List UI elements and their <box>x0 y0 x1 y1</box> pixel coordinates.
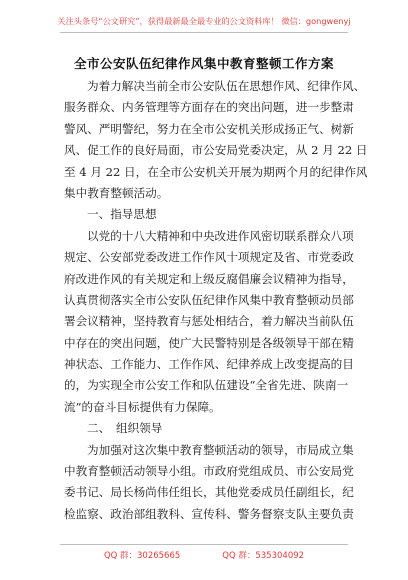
document-body <box>64 76 368 525</box>
paragraph-line: 署会议精神，坚持教育与惩处相结合，着力解决当前队伍 <box>64 314 354 329</box>
paragraph-line: 集中教育整顿活动。 <box>64 185 169 200</box>
paragraph-line: 检监察、政治部组教科、宣传科、警务督察支队主要负责 <box>64 506 354 521</box>
qq-group-2: QQ 群：535304092 <box>222 551 305 561</box>
section-heading: 二、 组织领导 <box>87 421 163 436</box>
document-title: 全市公安队伍纪律作风集中教育整顿工作方案 <box>73 56 334 71</box>
page-footer <box>0 549 408 561</box>
paragraph-line: 为加强对这次集中教育整顿活动的领导，市局成立集 <box>87 442 354 457</box>
paragraph-line: 风、促工作的良好局面，市公安局党委决定，从 2 月 22 日 <box>64 143 368 158</box>
paragraph-line: 中存在的突出问题，使广大民警特别是各级领导干部在精 <box>64 335 354 350</box>
paragraph-line: 神状态、工作能力、工作作风、纪律养成上改变提高的目 <box>64 357 354 372</box>
paragraph-line: 警风、严明警纪，努力在全市公安机关形成扬正气、树新 <box>64 121 354 136</box>
paragraph-line: 认真贯彻落实全市公安队伍纪律作风集中教育整顿动员部 <box>64 292 354 307</box>
paragraph-line: 流”的奋斗目标提供有力保障。 <box>64 399 221 414</box>
paragraph-line: 府改进作风的有关规定和上级反腐倡廉会议精神为指导， <box>64 271 354 286</box>
paragraph-line: 中教育整顿活动领导小组。市政府党组成员、市公安局党 <box>64 464 354 479</box>
footer-divider <box>60 544 348 545</box>
qq-group-1: QQ 群：30265665 <box>103 551 181 561</box>
paragraph-line: 规定、公安部党委改进工作作风十项规定及省、市党委政 <box>64 250 354 265</box>
paragraph-line: 委书记、局长杨尚伟任组长，其他党委成员任副组长，纪 <box>64 485 354 500</box>
paragraph-line: 服务群众、内务管理等方面存在的突出问题，进一步整肃 <box>64 100 354 115</box>
section-heading: 一、指导思想 <box>87 207 157 222</box>
header-divider <box>60 32 348 33</box>
paragraph-line: 以党的十八大精神和中央改进作风密切联系群众八项 <box>87 228 354 243</box>
paragraph-line: 的，为实现全市公安工作和队伍建设“全省先进、陕南一 <box>64 378 349 393</box>
paragraph-line: 至 4 月 22 日，在全市公安机关开展为期两个月的纪律作风 <box>64 164 368 179</box>
paragraph-line: 为着力解决当前全市公安队伍在思想作风、纪律作风、 <box>87 79 366 93</box>
page-header-banner: 关注头条号“公文研究”，获得最新最全最专业的公文资料库！ 微信：gongwenyj <box>57 16 351 26</box>
